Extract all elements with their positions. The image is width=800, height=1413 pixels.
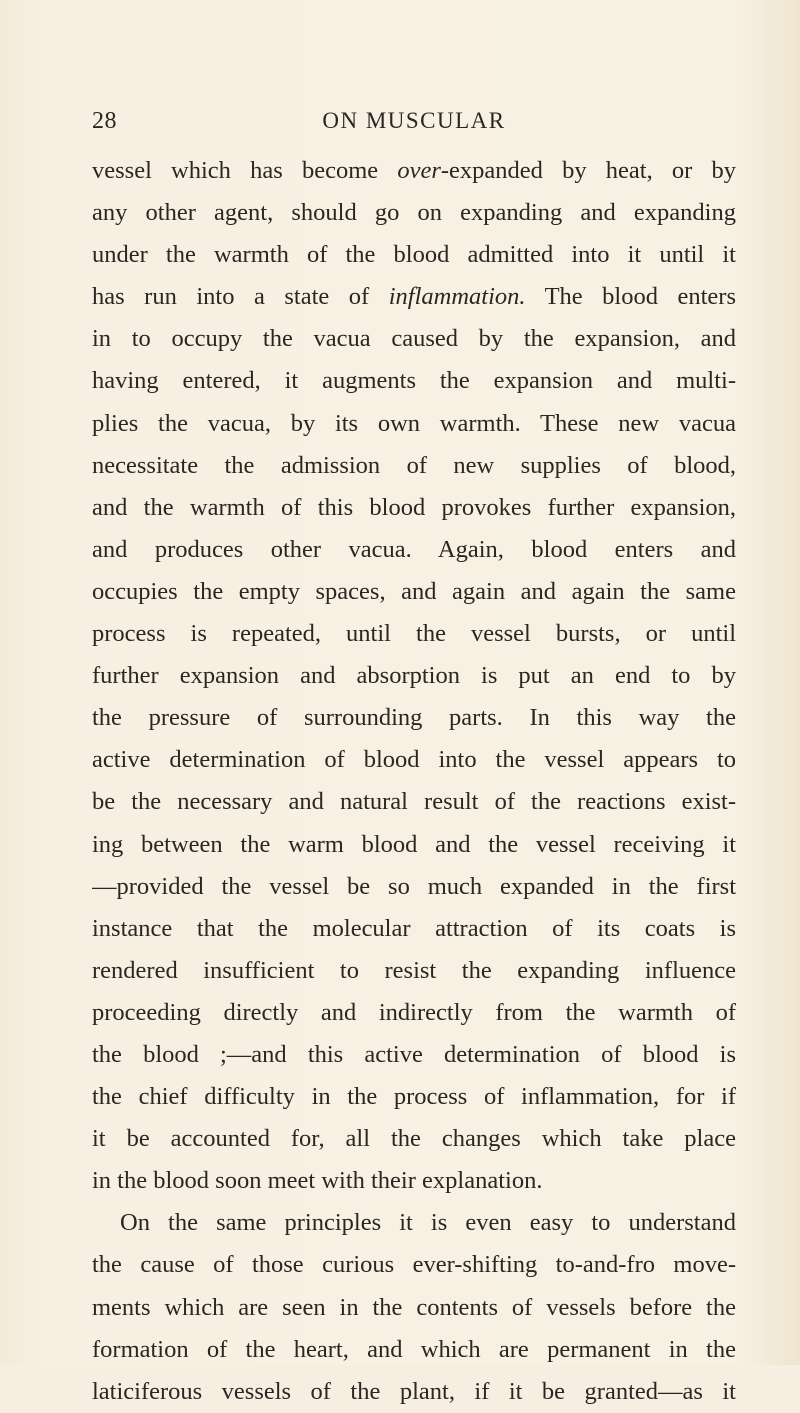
text-line-17: ing between the warm blood and the vessel receiving it xyxy=(92,830,736,858)
text-line-18: —provided the vessel be so much expanded in the first xyxy=(92,872,736,900)
text-line-26: On the same principles it is even easy to understand xyxy=(120,1209,736,1237)
text-line-8: necessitate the admission of new supplies of blood, xyxy=(92,451,736,479)
text-line-19: instance that the molecular attraction of its coats is xyxy=(92,914,736,942)
text-line-6: having entered, it augments the expansion and multi- xyxy=(92,367,736,395)
running-title: ON MUSCULAR xyxy=(322,108,506,133)
text-line-1: vessel which has become over-expanded by heat, or by xyxy=(92,157,736,184)
text-line-4: has run into a state of inflammation. The blood enters xyxy=(92,283,736,311)
text-line-16: be the necessary and natural result of the reactions exist- xyxy=(92,788,736,816)
text-line-28: ments which are seen in the contents of vessels before the xyxy=(92,1293,736,1321)
text-line-14: the pressure of surrounding parts. In this way the xyxy=(92,704,736,732)
text-line-10: and produces other vacua. Again, blood enters and xyxy=(92,535,736,563)
text-line-20: rendered insufficient to resist the expanding influence xyxy=(92,956,736,984)
text-line-27: the cause of those curious ever-shifting to-and-fro move- xyxy=(92,1251,736,1279)
text-line-25: in the blood soon meet with their explanation. xyxy=(92,1167,543,1195)
text-line-3: under the warmth of the blood admitted into it until it xyxy=(92,241,736,269)
text-line-30: laticiferous vessels of the plant, if it be granted—as it xyxy=(92,1377,736,1405)
text-line-15: active determination of blood into the vessel appears to xyxy=(92,746,736,774)
text-line-29: formation of the heart, and which are permanent in the xyxy=(92,1335,736,1363)
page-number: 28 xyxy=(92,108,117,134)
text-line-2: any other agent, should go on expanding and expanding xyxy=(92,199,736,227)
text-line-12: process is repeated, until the vessel bursts, or until xyxy=(92,620,736,648)
body-text xyxy=(92,150,736,1413)
text-line-5: in to occupy the vacua caused by the expansion, and xyxy=(92,325,736,353)
text-line-7: plies the vacua, by its own warmth. These new vacua xyxy=(92,409,736,437)
text-line-21: proceeding directly and indirectly from the warmth of xyxy=(92,998,736,1026)
text-line-22: the blood ;—and this active determination of blood is xyxy=(92,1040,736,1068)
text-line-24: it be accounted for, all the changes which take place xyxy=(92,1125,736,1153)
text-line-9: and the warmth of this blood provokes further expansion, xyxy=(92,493,736,521)
text-line-11: occupies the empty spaces, and again and again the same xyxy=(92,577,736,605)
text-line-23: the chief difficulty in the process of inflammation, for if xyxy=(92,1083,736,1111)
running-head xyxy=(92,108,736,142)
text-line-13: further expansion and absorption is put an end to by xyxy=(92,662,736,690)
